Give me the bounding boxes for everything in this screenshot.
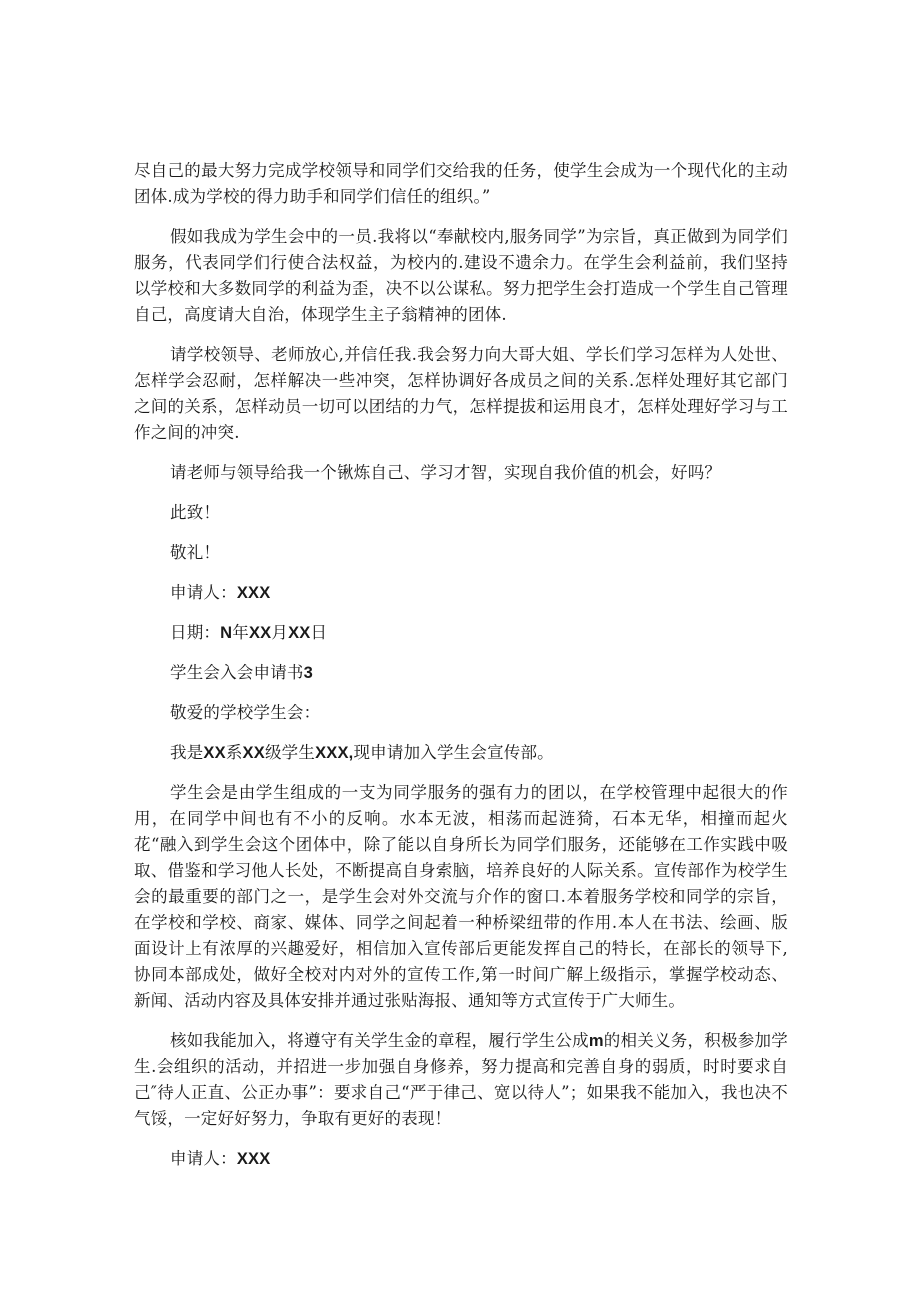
applicant-name: XXX	[236, 584, 271, 602]
date-label: 日期：	[170, 623, 221, 642]
document-body	[134, 158, 788, 1186]
intro-dept-value: XX	[203, 744, 226, 762]
section-title-text: 学生会入会申请书	[170, 663, 304, 682]
applicant-line	[134, 580, 788, 606]
paragraph-request-trust: 请学校领导、老师放心,并信任我.我会努力向大哥大姐、学长们学习怎样为人处世、怎样学会忍耐，怎样解决一些冲突，怎样协调好各成员之间的关系.怎样处理好其它部门之间的关系，怎样动员一切可以团结的力气，怎样提拔和运用良才，怎样处理好学习与工作之间的冲突.	[134, 345, 788, 442]
section-title-number: 3	[303, 664, 313, 682]
date-day-unit: 日	[310, 623, 328, 642]
section-title	[134, 660, 788, 686]
paragraph-student-union: 学生会是由学生组成的一支为同学服务的强有力的团以，在学校管理中起很大的作用，在同学中间也有不小的反响。水本无波，相荡而起涟猗，石本无华，相撞而起火花“融入到学生会这个团体中，除了能以自身所长为同学们服务，还能够在工作实践中吸取、借鉴和学习他人长处，不断提高自身索脑，培养良好的人际关系。宣传部作为校学生会的最重要的部门之一，是学生会对外交流与介作的窗口.本着服务学校和同学的宗旨，在学校和学校、商家、媒体、同学之间起着一种桥梁纽带的作用.本人在书法、绘画、版面设计上有浓厚的兴趣爱好，相信加入宣传部后更能发挥自己的特长，在部长的领导下,协同本部成处，做好全校对内对外的宣传工作,第一时间广解上级指示，掌握学校动态、新闻、活动内容及具体安排并通过张贴海报、通知等方式宣传于广大师生。	[134, 783, 788, 1010]
commitment-text-2: 的相关义务，积极参加学生.会组织的活动，并招进一步加强自身修养，努力提高和完善自身的弱质，时时要求自己″待人正直、公正办事”：要求自己“严于律己、宽以待人”；如果我不能加入，我也决不气馁，一定好好努力，争取有更好的表现！	[134, 1031, 789, 1128]
applicant-line-2	[134, 1146, 788, 1172]
paragraph-continuation: 尽自己的最大努力完成学校领导和同学们交给我的任务，使学生会成为一个现代化的主动团体.成为学校的得力助手和同学们信任的组织。”	[134, 161, 788, 206]
intro-name-value: XXX,	[315, 744, 354, 762]
intro-grade-value: XX	[242, 744, 265, 762]
date-year-unit: 年	[232, 623, 249, 642]
closing-greeting: 此致！	[170, 503, 221, 522]
paragraph-commitment	[134, 1028, 788, 1132]
applicant-label-2: 申请人：	[170, 1149, 237, 1168]
intro-text-4: 现申请加入学生会宣传部。	[353, 743, 554, 762]
paragraph-member-goal: 假如我成为学生会中的一员.我将以“奉献校内,服务同学”为宗旨，真正做到为同学们服务，代表同学们行使合法权益，为校内的.建设不遗余力。在学生会利益前，我们坚持以学校和大多数同学的利益为歪，决不以公谋私。努力把学生会打造成一个学生自己管理自己，高度请大自治，体现学生主子翁精神的团体.	[134, 227, 788, 324]
intro-text-1: 我是	[170, 743, 204, 762]
date-line	[134, 620, 788, 646]
intro-text-2: 系	[225, 743, 243, 762]
date-month-unit: 月	[271, 623, 289, 642]
intro-line	[134, 740, 788, 766]
intro-text-3: 级学生	[264, 743, 316, 762]
paragraph-request-opportunity: 请老师与领导给我一个锹炼自己、学习才智，实现自我价值的机会，好吗？	[170, 463, 722, 482]
commitment-letter: m	[588, 1032, 604, 1050]
closing-salute: 敬礼！	[170, 543, 221, 562]
date-year-value: N	[220, 624, 233, 642]
applicant-label: 申请人：	[170, 583, 237, 602]
salutation: 敬爱的学校学生会：	[170, 703, 321, 722]
date-day-value: XX	[288, 624, 311, 642]
applicant-name-2: XXX	[236, 1150, 271, 1168]
date-month-value: XX	[248, 624, 272, 642]
commitment-text-1: 核如我能加入，将遵守有关学生金的章程，履行学生公成	[170, 1031, 589, 1050]
